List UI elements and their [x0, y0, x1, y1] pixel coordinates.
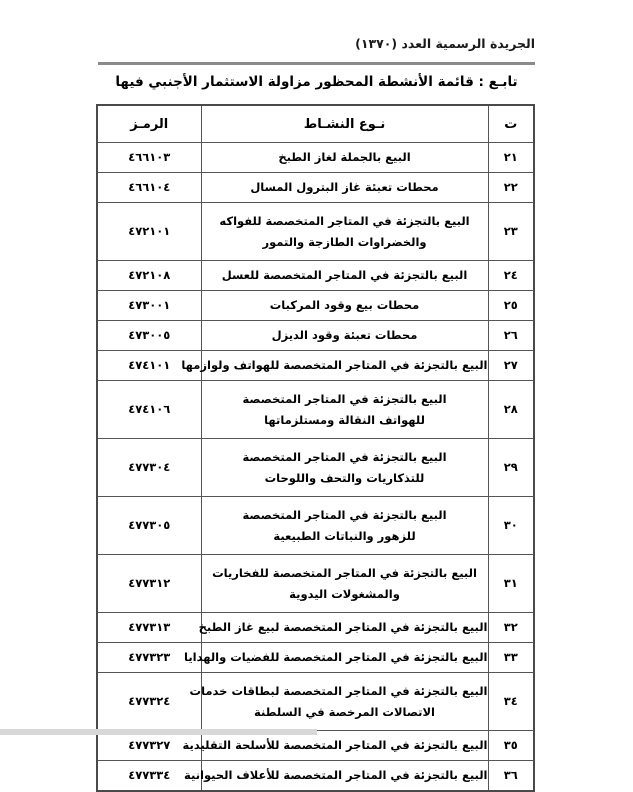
table-row: [97, 643, 534, 673]
page-title: تابـع : قائمة الأنشطة المحظور مزاولة الاستثمار الأجنبي فيها: [115, 74, 518, 90]
cell-activity-code: ٤٧٢١٠٨: [97, 261, 201, 291]
activity-line: البيع بالتجزئة في المتاجر المتخصصة للعسل: [221, 268, 468, 283]
cell-activity-code: ٤٧٧٣١٣: [97, 613, 201, 643]
table-row: [97, 321, 534, 351]
cell-row-number: ٣٢: [488, 613, 534, 643]
page-bottom-artifact: [0, 729, 317, 735]
cell-row-number: ٣٥: [488, 731, 534, 761]
cell-activity-code: ٤٦٦١٠٣: [97, 143, 201, 173]
activities-table: [96, 104, 535, 792]
cell-activity-code: ٤٧٧٣١٢: [97, 555, 201, 613]
cell-activity-name: [201, 291, 488, 321]
cell-activity-name: [184, 761, 488, 792]
table-row: [97, 613, 534, 643]
cell-activity-name: [201, 497, 488, 555]
cell-row-number: ٣٦: [488, 761, 534, 792]
table-row: [97, 761, 534, 792]
activity-line: والمشغولات اليدوية: [289, 586, 400, 601]
activity-line: محطات تعبئة غاز البترول المسال: [250, 180, 439, 195]
cell-activity-code: ٤٦٦١٠٤: [97, 173, 201, 203]
cell-row-number: ٣٠: [488, 497, 534, 555]
activity-line: البيع بالتجزئة في المتاجر المتخصصة للأعلاف الحيوانية: [184, 768, 488, 783]
cell-activity-name: [201, 381, 488, 439]
activity-line: البيع بالتجزئة في المتاجر المتخصصة للفخاريات: [212, 565, 477, 580]
activity-line: للهواتف النقالة ومستلزماتها: [264, 412, 425, 427]
activity-line: البيع بالتجزئة في المتاجر المتخصصة لبيع غاز الطبخ: [198, 620, 488, 635]
cell-activity-name: [201, 261, 488, 291]
cell-row-number: ٢٣: [488, 203, 534, 261]
table-body: [97, 143, 534, 792]
activities-table-container: [98, 104, 535, 792]
cell-activity-name: [181, 351, 488, 381]
cell-activity-name: [201, 321, 488, 351]
column-header-number: ت: [488, 105, 534, 143]
cell-row-number: ٣٣: [488, 643, 534, 673]
table-row: [97, 555, 534, 613]
activity-line: والخضراوات الطازجة والتمور: [262, 234, 427, 249]
activity-line: محطات بيع وقود المركبات: [269, 298, 420, 313]
activity-line: الاتصالات المرخصة في السلطنة: [253, 704, 435, 719]
cell-activity-code: ٤٧٤١٠١: [97, 351, 201, 381]
table-header-row: [97, 105, 534, 143]
activity-line: البيع بالتجزئة في المتاجر المتخصصة: [242, 507, 447, 522]
activity-line: البيع بالتجزئة في المتاجر المتخصصة للأسلحة التقليدية: [182, 738, 488, 753]
column-header-activity: نـوع النشـاط: [201, 105, 488, 143]
cell-row-number: ٢٢: [488, 173, 534, 203]
cell-row-number: ٢٥: [488, 291, 534, 321]
activity-line: للتذكاريات والتحف واللوحات: [264, 470, 425, 485]
cell-row-number: ٢٩: [488, 439, 534, 497]
table-row: [97, 203, 534, 261]
cell-row-number: ٢٦: [488, 321, 534, 351]
table-header: [97, 105, 534, 143]
activity-line: البيع بالتجزئة في المتاجر المتخصصة للهواتف ولوازمها: [181, 358, 488, 373]
header-rule: [98, 62, 535, 65]
table-row: [97, 381, 534, 439]
cell-activity-name: [201, 555, 488, 613]
activity-line: البيع بالتجزئة في المتاجر المتخصصة للفضيات والهدايا: [184, 650, 488, 665]
activity-line: للزهور والنباتات الطبيعية: [273, 528, 416, 543]
cell-activity-name: [198, 613, 488, 643]
cell-activity-code: ٤٧٧٣٠٤: [97, 439, 201, 497]
column-header-code: الرمـز: [97, 105, 201, 143]
cell-row-number: ٢٨: [488, 381, 534, 439]
cell-activity-name: [201, 439, 488, 497]
table-row: [97, 731, 534, 761]
cell-activity-code: ٤٧٣٠٠١: [97, 291, 201, 321]
table-row: [97, 173, 534, 203]
cell-activity-code: ٤٧٧٣٢٧: [97, 731, 201, 761]
cell-activity-code: ٤٧٧٣٠٥: [97, 497, 201, 555]
table-row: [97, 497, 534, 555]
table-row: [97, 291, 534, 321]
table-row: [97, 351, 534, 381]
activity-line: محطات تعبئة وقود الديزل: [271, 328, 418, 343]
cell-activity-name: [201, 173, 488, 203]
cell-activity-name: [182, 731, 488, 761]
activity-line: البيع بالتجزئة في المتاجر المتخصصة لبطاقات خدمات: [189, 683, 488, 698]
cell-activity-code: ٤٧٧٣٢٣: [97, 643, 201, 673]
activity-line: البيع بالتجزئة في المتاجر المتخصصة للفواكه: [219, 213, 470, 228]
cell-row-number: ٢٧: [488, 351, 534, 381]
activity-line: البيع بالتجزئة في المتاجر المتخصصة: [242, 391, 447, 406]
activity-line: البيع بالتجزئة في المتاجر المتخصصة: [242, 449, 447, 464]
cell-row-number: ٣٤: [488, 673, 534, 731]
cell-activity-code: ٤٧٢١٠١: [97, 203, 201, 261]
cell-activity-name: [201, 143, 488, 173]
table-row: [97, 673, 534, 731]
table-row: [97, 261, 534, 291]
cell-activity-name: [189, 673, 488, 731]
cell-row-number: ٢٤: [488, 261, 534, 291]
cell-activity-code: ٤٧٣٠٠٥: [97, 321, 201, 351]
cell-activity-name: [201, 203, 488, 261]
cell-row-number: ٣١: [488, 555, 534, 613]
gazette-running-head: الجريدة الرسمية العدد (١٣٧٠): [355, 36, 535, 51]
cell-row-number: ٢١: [488, 143, 534, 173]
cell-activity-name: [184, 643, 488, 673]
table-row: [97, 439, 534, 497]
table-row: [97, 143, 534, 173]
activity-line: البيع بالجملة لغاز الطبخ: [278, 150, 411, 165]
cell-activity-code: ٤٧٤١٠٦: [97, 381, 201, 439]
cell-activity-code: ٤٧٧٣٣٤: [97, 761, 201, 792]
cell-activity-code: ٤٧٧٣٢٤: [97, 673, 201, 731]
